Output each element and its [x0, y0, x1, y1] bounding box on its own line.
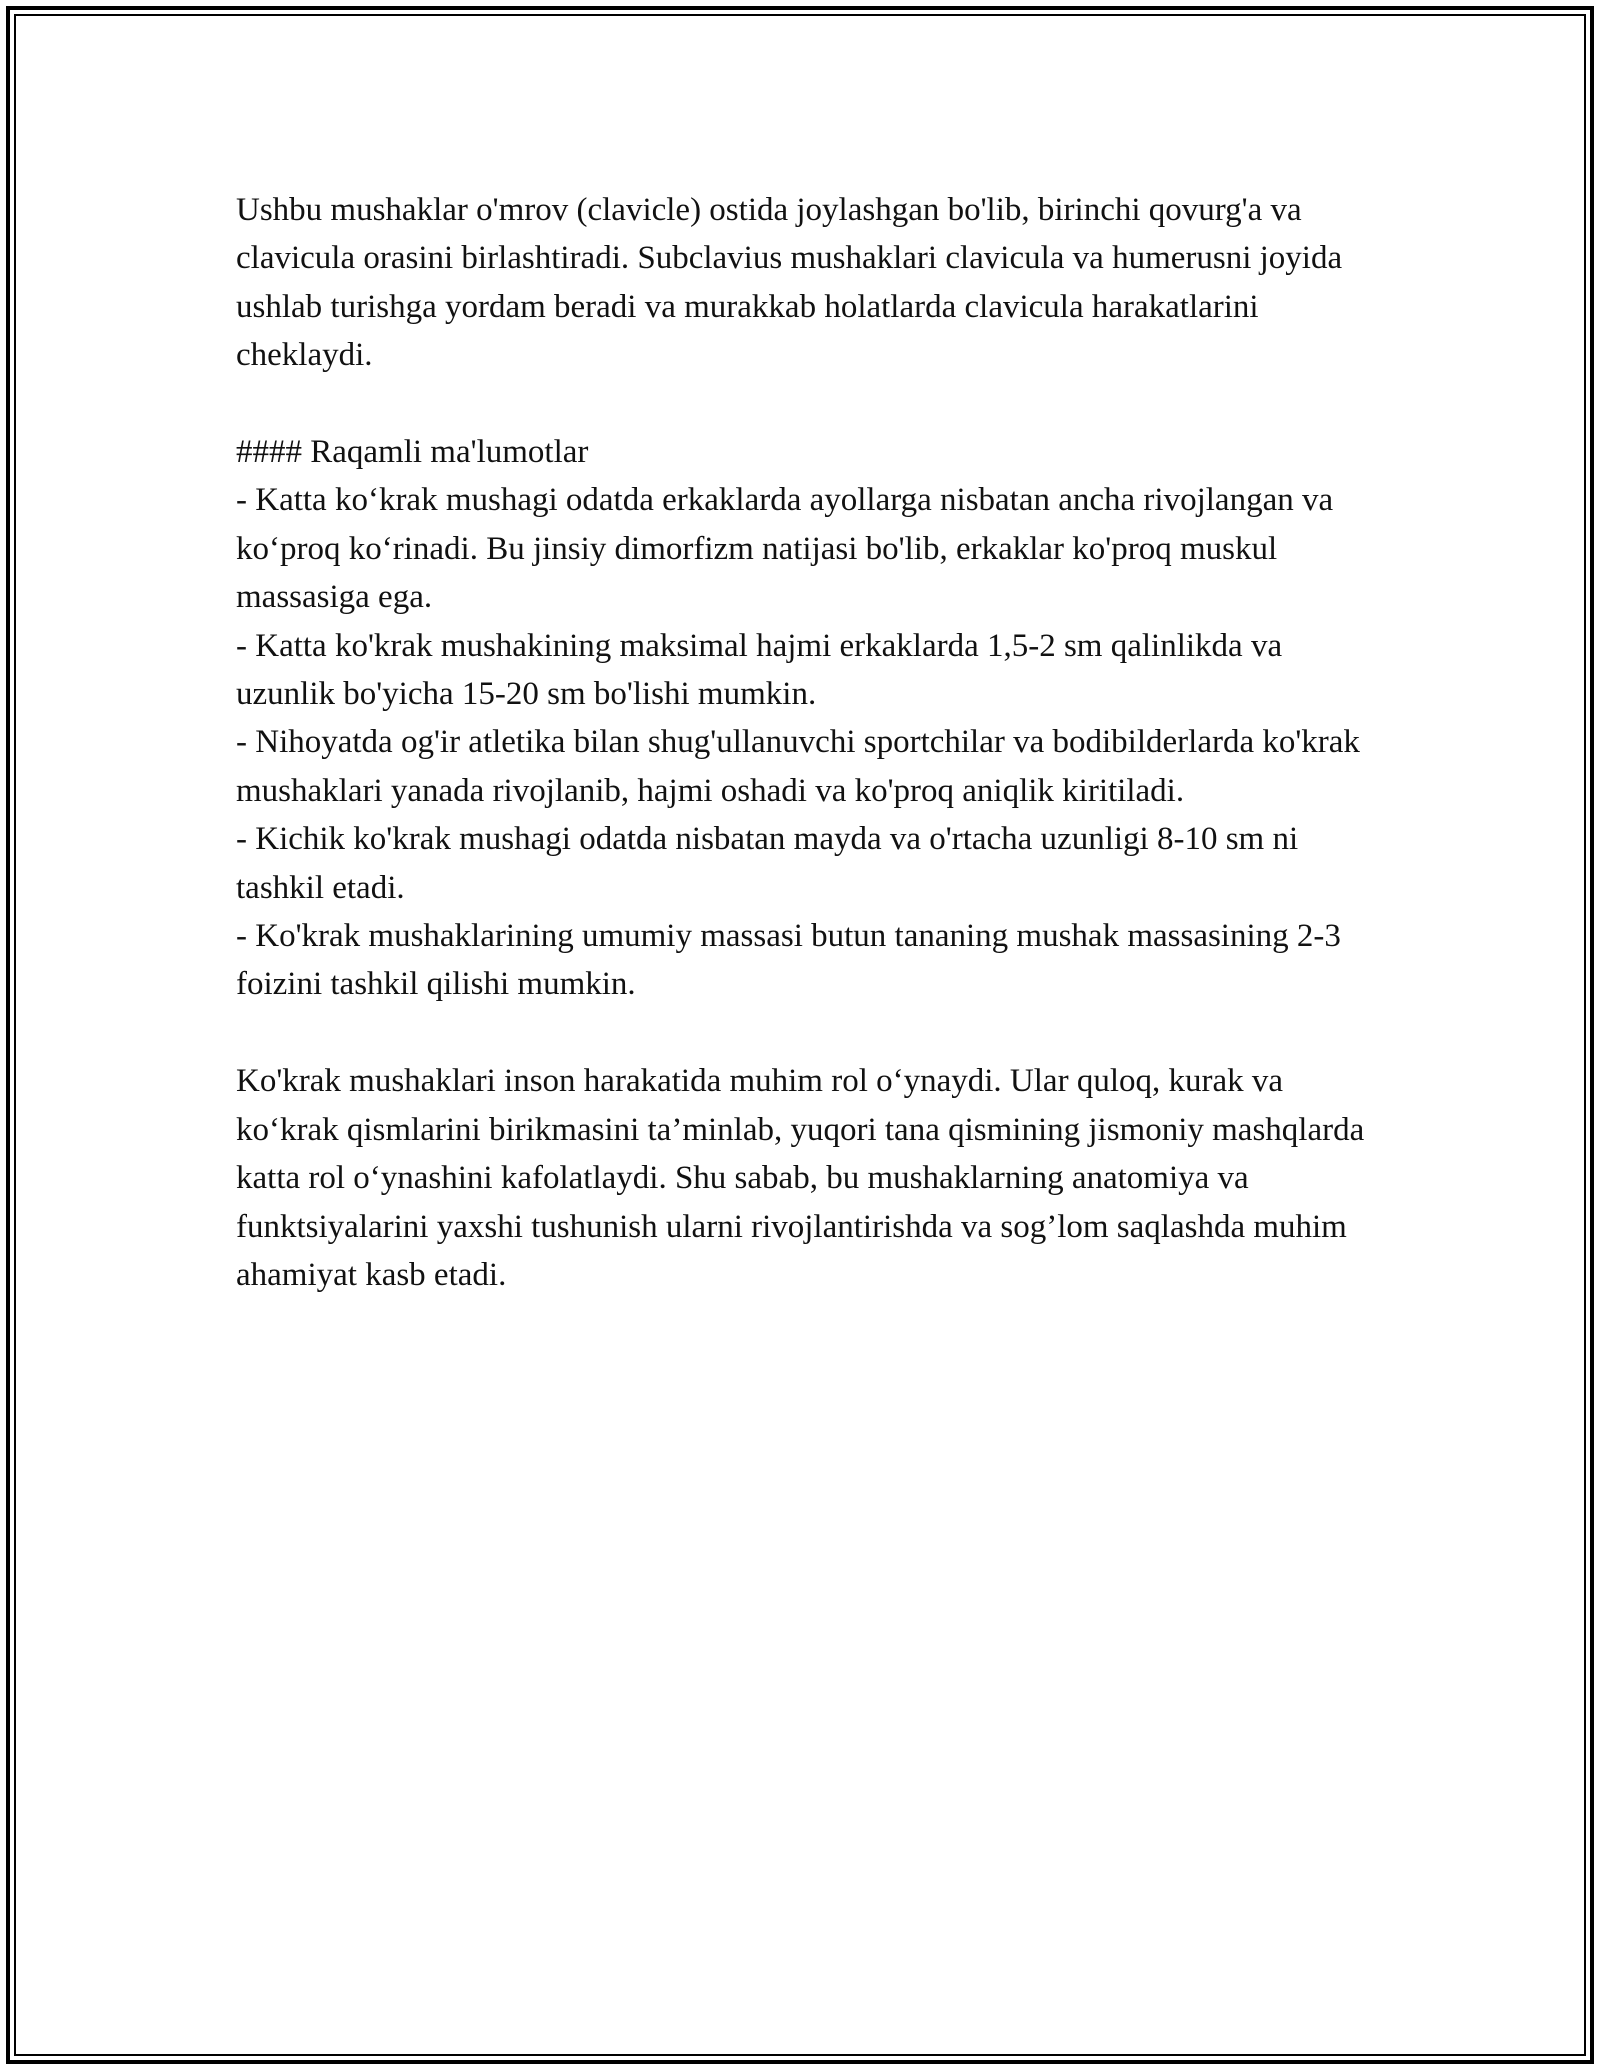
- closing-paragraph: Ko'krak mushaklari inson harakatida muhim rol o‘ynaydi. Ular quloq, kurak va ko‘krak qismlarini birikmasini ta’minlab, yuqori tana qismining jismoniy mashqlarda katta rol o‘ynashini kafolatlaydi. Shu sabab, bu mushaklarning anatomiya va funktsiyalarini yaxshi tushunish ularni rivojlantirishda va sog’lom saqlashda muhim ahamiyat kasb etadi.: [236, 1063, 1373, 1293]
- list-item: - Nihoyatda og'ir atletika bilan shug'ullanuvchi sportchilar va bodibilderlarda ko'krak mushaklari yanada rivojlanib, hajmi oshadi va ko'proq aniqlik kiritiladi.: [236, 724, 1369, 809]
- list-item: - Katta ko‘krak mushagi odatda erkaklarda ayollarga nisbatan ancha rivojlangan va ko‘proq ko‘rinadi. Bu jinsiy dimorfizm natijasi bo'lib, erkaklar ko'proq muskul massasiga ega.: [236, 482, 1342, 616]
- section-heading: #### Raqamli ma'lumotlar: [236, 434, 589, 471]
- paragraph-gap: [236, 380, 1376, 428]
- list-item: - Ko'krak mushaklarining umumiy massasi butun tananing mushak massasining 2-3 foizini tashkil qilishi mumkin.: [236, 918, 1350, 1003]
- list-item: - Katta ko'krak mushakining maksimal hajmi erkaklarda 1,5-2 sm qalinlikda va uzunlik bo'yicha 15-20 sm bo'lishi mumkin.: [236, 627, 1291, 713]
- list-item: - Kichik ko'krak mushagi odatda nisbatan mayda va o'rtacha uzunligi 8-10 sm ni tashkil etadi.: [236, 821, 1307, 906]
- intro-paragraph: Ushbu mushaklar o'mrov (clavicle) ostida joylashgan bo'lib, birinchi qovurg'a va clavicula orasini birlashtiradi. Subclavius mushaklari clavicula va humerusni joyida ushlab turishga yordam beradi va murakkab holatlarda clavicula harakatlarini cheklaydi.: [236, 192, 1351, 374]
- document-body: [236, 186, 1376, 1299]
- paragraph-gap: [236, 1009, 1376, 1057]
